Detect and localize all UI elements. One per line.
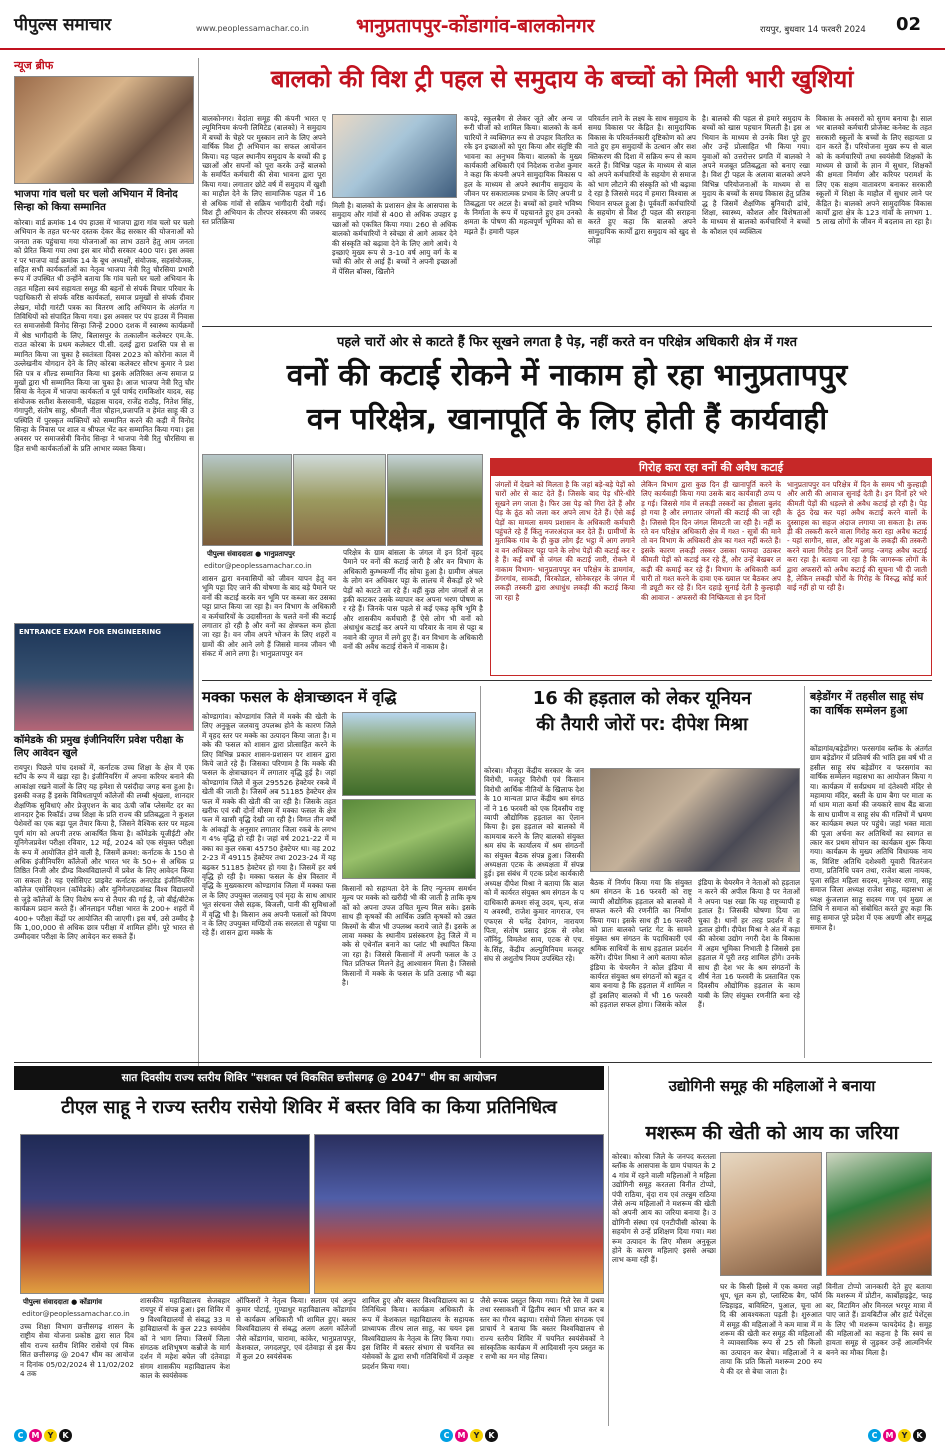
rsy-headline: टीएल साहू ने राज्य स्तरीय रासेयो शिविर में बस्तर विवि का किया प्रतिनिधित्व [61,1097,557,1118]
cmyk-y: Y [898,1429,911,1442]
paper-name: पीपुल्स समाचार [14,15,112,35]
left-column-divider [198,58,199,1068]
ad-banner-text: ENTRANCE EXAM FOR ENGINEERING [19,628,162,636]
maize-photo-1 [342,712,476,796]
balco-col-2: मिली है। बालको के प्रशासन क्षेत्र के आसपास के समुदाय और गांवों से 400 से अधिक उपहार इच्छाओं को एकत्रित किया गया। 260 से अधिक बालको कर्मचारियों ने स्वेच्छा से आगे आकर देने की संस्कृति को बढ़ावा देने के लिए आगे आये। ये इच्छाएं मुख्य रूप से 3-10 वर्ष आयु वर्ग के बच्चों की ओर से आई हैं। बच्चों ने अपनी इच्छाओं में पेंसिल बॉक्स, खिलौने [332,201,457,276]
brief-photo-1 [14,76,194,184]
rsy-divider [608,1066,609,1426]
mushroom-photo-1 [720,1152,822,1276]
maize-col-1: कोण्डागांव। कोण्डागांव जिले में मक्के की खेती के लिए अनुकूल जलवायु उपलब्ध होने के कारण जिले में वृहद स्तर पर मक्के का उत्पादन किया जाता है। मक्के की फसल को शासन द्वारा प्रोत्साहित करने के लिए विभिन्न प्रकार शासन-प्रशासन पर शासन द्वारा किये जाते रहे हैं। जिसका परिणाम है कि मक्के की फसल के क्षेत्राच्छादन में लगातार वृद्धि हुई है। जहां कोण्डागांव जिले में कुल 295526 हेक्टेयर रकबे में खेती की जाती है। जिसमें अब 51185 हेक्टेयर क्षेत्रफल में मक्के की खेती की जा रही है। जिसके तहत खरीफ एवं रबी दोनों मौसम में मक्का फसल के क्षेत्रफल में खासी वृद्धि देखी जा रही है। विगत तीन वर्षों के आंकड़ों के अनुसार लगातार जिला रकबे के लगभग 4% वृद्धि हो रही है। जहां वर्ष 2021-22 में मक्का का कुल रकबा 45750 हेक्टेयर था। वह 2022-23 में 49115 हेक्टेयर तथा 2023-24 में यह बढ़कर 51185 हेक्टेयर हो गया है। जिसमें हर वर्ष वृद्धि हो रही है। मक्का फसल के क्षेत्र विस्तार में वृद्धि के मुख्यकारण कोण्डागांव जिला में मक्का फसल के लिए उपयुक्त जलवायु एवं मृदा के साथ आधारभूत संरचना जैसे सड़क, बिजली, पानी की सुविधाओं में वृद्धि भी है। किसान अब अपनी फसलों को विपणन के लिए उपयुक्त मण्डियों तक सरलता से पहुंचा पा रहे हैं। शासन द्वारा मक्के के [202,712,336,938]
forest-photo-2 [293,454,386,546]
cmyk-y: Y [44,1429,57,1442]
brief-story2-body: रायपुर। पिछले पांच दशकों में, कर्नाटक उच्च शिक्षा के क्षेत्र में एक स्टॉप के रूप में खड़ा रहा है। इंजीनियरिंग में अपना करियर बनाने की आकांक्षा रखने वालों के लिए यह हमेशा से पसंदीदा जगह बना हुआ है। इसकी वजह हैं इसके विविधतापूर्ण कॉलेजों की लम्बी श्रृंखला, शानदार शैक्षणिक सुविधाएं और प्रेजुएशन के बाद ऊंची जॉब प्लेसमेंट दर का शानदार ट्रैक रिकॉर्ड। उच्च शिक्षा के प्रति राज्य की प्रतिबद्धता ने कुशल पेशेवरों का एक बड़ा पूल तैयार किया है, जिसने वैश्विक स्तर पर महत्वपूर्ण मांग को अपनी तरफ आकर्षित किया है। कॉमेडके यूजीईटी और यूनिगेजप्रवेश परीक्षा रविवार, 12 मई, 2024 को एक संयुक्त परीक्षा के रूप में आयोजित होने वाली है, जिसमें क्रमश: कर्नाटक के 150 से अधिक इंजीनियरिंग कॉलेजों और भारत भर के 50+ से अधिक प्रतिष्ठित निजी और डीम्ड विश्वविद्यालयों में प्रवेश के लिए आवेदन किया जा सकता है। यह एसोसिएट प्राइवेट कर्नाटक अनएडेड इंजीनियरिंग कॉलेज एसोसिएशन (कॉमेडके) और यूनिगेजएडवांस्ड विश्व विद्यालयों से जुड़े कॉलेजों के लिए विशेष रूप से तैयार की गई है, जो बीई/बीटेक कार्यक्रम प्रदान करते हैं। ऑनलाइन परीक्षा भारत के 200+ शहरों में 400+ परीक्षा केंद्रों पर आयोजित की जाएगी। इस वर्ष, उसे उम्मीद है कि 1,00,000 से अधिक छात्र परीक्षा में शामिल होंगे। पूरे भारत से उम्मीदवार परीक्षा के लिए आवेदन कर सकते हैं। [14,763,194,942]
mushroom-col-3: विनीता टोप्पो जानकारी देते हुए बताया कि मशरूम में प्रोटीन, कार्बोहाइड्रेट, फाइबर, विटामिन और मिनरल भरपूर मात्रा में पाए जाते हैं। डायबिटीज और हार्ट पेशेंट्स के लिए भी मशरूम फायदेमंद है। समूह की महिलाओं का कहना है कि स्वयं सहायता समूह से जुड़कर उन्हें आत्मनिर्भर बनने का मौका मिला है। [826,1282,932,1357]
page-number: 02 [896,14,922,35]
balco-bottom-rule [202,326,932,327]
forest-headline-line2: वन परिक्षेत्र, खानापूर्ति के लिए होती हैं कार्यवाही [306,402,828,437]
maize-col-2: किसानों को सहायता देने के लिए न्यूनतम समर्थन मूल्य पर मक्के को खरीदी भी की जाती है ताकि कृषकों को अपना उपज उचित मूल्य मिल सके। इसके साथ ही कृषकों की आर्थिक उन्नति कृषकों को उन्नत किस्मों के बीज भी उपलब्ध कराये जाते हैं। इसके अलावा मक्का के स्थानीय प्रसंस्करण हेतु जिले में मक्के से एथेनॉल बनाने का प्लांट भी स्थापित किया जा रहा है। जिससे किसानों में अपनी फसल के उचित प्रतिफल मिलने हेतु आश्वासन मिला है। जिससे किसानों में मक्के के फसल के प्रति उत्साह भी बढ़ा है। [342,884,476,988]
balco-photo [332,114,457,198]
rsy-col-4: शामिल हुए और बस्तर विश्वविद्यालय का प्रतिनिधित्व किया। कार्यक्रम अधिकारी के रूप में केशकाल महाविद्यालय के सहायक प्राध्यापक तीरथ लाल साहू, का चयन इस विश्वविद्यालय के नेतृत्व के लिए किया गया। इस शिविर में बस्तर संभाग से चयनित स्वयंसेवकों के द्वारा सभी गतिविधियों में उत्कृष्ट प्रदर्शन किया गया। [362,1296,474,1371]
forest-photo-1 [202,454,292,546]
maize-divider [480,686,481,1058]
rsy-email: editor@peoplessamachar.co.in [22,1310,130,1318]
cmyk-c: C [868,1429,881,1442]
cmyk-marker-center [440,1429,498,1442]
cmyk-m: M [455,1429,468,1442]
cmyk-c: C [14,1429,27,1442]
forest-col-2: परिक्षेत्र के ग्राम बांसला के जंगल में इन दिनों वृहद पैमाने पर वनों की कटाई जारी है और वन विभाग के अधिकारी कुम्भकर्णी नींद सोया हुआ है। ग्रामीण अंचल के लोग वन अधिकार पट्टा के लालच में सैकड़ों हरे भरे पेड़ों को काटते जा रहे हैं। वहीं कुछ लोग जंगलों से लड़की काटकर उसके व्यापार कर अपना भरण पोषण कर रहे हैं। जिनके पास पहले से कई एकड़ कृषि भूमि है और शासकीय कर्मचारी हैं ऐसे लोग भी वनों को अंधाधुंध कटाई कर अपने या परिवार के नाम से पट्टा बनवाने की जुगत में लगे हुए हैं। वन विभाग के अधिकारी वनों की अवैध कटाई रोकने में नाकाम है। [343,548,483,652]
forest-sidebar-box [490,458,932,676]
mushroom-photo-2 [826,1152,932,1276]
rsy-photo-2 [314,1134,604,1294]
cmyk-k: K [59,1429,72,1442]
mushroom-col-1: कोरबा। कोरबा जिले के जनपद करतला ब्लॉक के आसपास के ग्राम पंचायत के 24 गांव में रहने वाली महिलाओं ने महिला उद्योगिनी समूह करतला विनीत टोप्पो, पंपी राठिया, वृंदा राय एवं तरन्नुम राठिया जैसे अन्य महिलाओं ने मशरूम की खेती को अपनी आय का जरिया बनाया है। उद्योगिनी संस्था एवं एनटीपीसी कोरबा के सहयोग से उन्हें प्रशिक्षण दिया गया। मशरूम उत्पादन के लिए मौसम अनुकूल होने के कारण महिलाएं इससे अच्छा लाभ कमा रही हैं। [612,1152,716,1265]
rsy-kicker: सात दिवसीय राज्य स्तरीय शिविर "सशक्त एवं विकसित छत्तीसगढ़ @ 2047" थीम का आयोजन [121,1072,497,1084]
strike-col-3: इंडिया के चेयरमैन ने नेताओं को हड़ताल न करने की अपील किया है पर नेताओं ने अपना पक्ष रखा कि यह राष्ट्रव्यापी हड़ताल है। जिसकी घोषणा दिया जा चुका है। थानों हर तरह प्रदर्शन में हड़ताल होगी। दीपेश मिश्रा ने अंत में कहा की कोरबा उद्योग नगरी देश के विकास में अहम भूमिका निभाती है जिससे इस हड़ताल में पूरी तरह शामिल होंगे। उनके साथ ही देश भर के श्रम संगठनों के शीर्ष नेता 16 फरवरी के प्रस्तावित एक दिवसीय औद्योगिक हड़ताल के कामयाबी के लिए संयुक्त रणनीति बना रहे हैं। [698,878,800,1010]
balco-col-4: परिवर्तन लाने के लक्ष्य के साथ समुदाय के समग्र विकास पर केंद्रित है। सामुदायिक विकास के परिवर्तनकारी दृष्टिकोण को अपनाते हुए हम समुदायों के उत्थान और सशक्तिकरण की दिशा में सक्रिय रूप से काम करते हैं। विभिन्न पहल के माध्यम से बालको अपने कर्मचारियों के सहयोग से समाज को भाग लौटाने की संस्कृति को भी बढ़ावा दे रहा है जिससे मदद में हमारा विश्वास अभियान सफल हुआ है। पूर्ववर्ती कर्मचारियों के सहयोग से विश ट्री पहल की सराहना करते हुए कहा कि बालको अपने सामुदायिक कार्यों द्वारा समुदाय को खुद से जोड़ा [588,114,696,246]
dateline: रायपुर, बुधवार 14 फरवरी 2024 [760,25,866,35]
mid-bottom-rule [14,1062,932,1063]
sahu-headline: बड़ेडोंगर में तहसील साहू संघ का वार्षिक सम्मेलन हुआ [810,690,924,717]
rsy-col-3: ऑफिसरों ने नेतृत्व किया। सलाम एवं अनूप कुमार पोटाई, गुण्डाधुर महाविद्यालय कोंडागांव से कार्यक्रम अधिकारी भी शामिल हुए। बस्तर विश्वविद्यालय से संबद्ध अलग अलग कॉलेजों जैसे कोंडागांव, चारामा, कांकेर, भानुप्रतापपुर, केशकाल, जगदलपुर, एवं दंतेवाड़ा से इस कैंप में कुल 20 स्वयंसेवक [236,1296,356,1362]
balco-headline: बालको की विश ट्री पहल से समुदाय के बच्चों को मिली भारी खुशियां [270,65,854,93]
strike-headline-line2: की तैयारी जोरों पर: दीपेश मिश्रा [536,714,748,735]
cmyk-y: Y [470,1429,483,1442]
cmyk-m: M [883,1429,896,1442]
balco-col-5: है। बालको की पहल से हमारे समुदाय के बच्चों को खास पहचान मिलती है। इस अभियान के माध्यम से उनके विश पूरे हुए और उन्हें प्रोत्साहित भी किया गया। युवाओं को उत्तरोत्तर प्रगति में बालको ने अपने मजबूत प्रतिबद्धता को बनाए रखा है। विश ट्री पहल के अलावा बालको अपने विभिन्न परियोजनाओं के माध्यम से समुदाय के बच्चों के समग्र विकास हेतु प्रतिबद्ध है जिसमें शैक्षणिक बुनियादी ढांचे, शिक्षा, स्वास्थ्य, कौशल और विशेषताओं के माध्यम से बालको कर्मचारियों ने बच्चों के कौशल एवं व्यक्तित्व [702,114,810,236]
strike-divider [804,686,805,1058]
rsy-kicker-bar [14,1066,604,1090]
brief-story1-body: कोरबा। वार्ड क्रमांक 14 पंप हाउस में भाजपा द्वारा गांव चलो घर चलो अभियान के तहत घर-घर दस्तक देकर केंद्र सरकार की योजनाओं को जनता तक पहुंचाया गया योजनाओं का लाभ उठाने हेतु आम जनता को प्रेरित किया गया तथा इस बार मोदी सरकार 400 पार। इस अवसर पर भाजपा वार्ड क्रमांक 14 के बूथ अध्यक्षों, संयोजक, सहसंयोजक, सहित सभी कार्यकर्ताओं का नेतृत्व भाजपा नेत्री रितु चौरसिया प्रभारी रूप में उपस्थित थी उन्होंने बताया कि गांव चलो घर चलो अभियान के तहत महिला स्वयं सहायता समूह की बहनों से संपर्क विचार परिवार के पदाधिकारी से संपर्क वरिष्ठ कार्यकर्ता, समाज प्रमुखों से संपर्क दीवार लेखन, मोदी गारंटी पत्रक का वितरण आदि अभियान के अंतर्गत गतिविधियों को संपादित किया गया। इस अवसर पर पंप हाउस में निवासरत समाजसेवी विनोद सिन्हा जिन्हें 2000 दशक में स्वास्थ्य कार्यक्रमों में श्रेष्ठ भागीदारी के लिए, बिलासपुर के तत्कालीन कलेक्टर एम.के. राउत कोरबा के प्रथम कलेक्टर पी.सी. दलई द्वारा प्रशस्ति पत्र से सम्मानित किया जा चुका है स्वतंत्रता दिवस 2023 को कोरोना काल में उल्लेखनीय योगदान देने के लिए कोरबा कलेक्टर सौरभ कुमार ने प्रशस्ति पत्र व शील्ड सम्मानित किया था इसके अतिरिक्त अन्य समाज प्रमुखों द्वारा भी सम्मानित किया जा चुका है। आज भाजपा नेत्री रितु चौरसिया के नेतृत्व में भाजपा कार्यकर्ता व पूर्व पार्षद रामकिशोर यादव, सहसंयोजक सतीश केसरवानी, चंद्रहास यादव, राजेंद्र राठौड़, नितेश सिंह, गंगापुरी, संतोष साहू, श्रीमती नीता चौहान,प्रजापति व हेमंत साहू की उपस्थिति में पुरस्कृत व्यक्तियों को सम्मानित करने की कड़ी में विनोद सिन्हा के निवास पर शाल व श्रीफल भेंट कर सम्मानित किया गया। इस अवसर पर समाजसेवी विनोद सिन्हा ने भाजपा नेत्री रितु चौरसिया सहित सभी कार्यकर्ताओं के प्रति आभार व्यक्त किया। [14,218,194,453]
forest-box-col-3: भानुप्रतापपुर वन परिक्षेत्र में दिन के समय भी कुल्हाड़ी और आरी की आवाज सुनाई देती है। इन दिनों हरे भरे कीमती पेड़ों की धड़ल्ले से अवैध कटाई हो रही है। पेड़ के ठूंठ देख कर यहां अवैध कटाई करने वालों के दुस्साहस का सहज अंदाज लगाया जा सकता है। लकड़ी की तस्करी करने वाला गिरोह करा रहा अवैध कटाई - यहां सागौन, साल, और महुआ के लकड़ी की तस्करी करने वाला गिरोह इन दिनों जगह -जगह अवैध कटाई करा रहा है। बताया जा रहा है कि जागरूक लोगों के द्वारा अफसरों को अवैध कटाई की सूचना भी दी जाती है, लेकिन लकड़ी चोरों के गिरोह के विरुद्ध कोई कार्रवाई नहीं हो पा रही है। [787,480,927,593]
forest-headline-line1: वनों की कटाई रोकने में नाकाम हो रहा भानुप्रतापपुर [286,358,848,393]
mushroom-headline-line1: उद्योगिनी समूह की महिलाओं ने बनाया [668,1077,876,1095]
strike-photo [590,768,800,872]
mushroom-col-2: घर के किसी हिस्से में एक कमरा जहाँ धूप, धूल कम हो, प्लास्टिक बैग, फॉर्मल्डिहाइड, बाविस्टिन, पुआल, चूना आदि की आवश्यकता पड़ती है। शुरुआत में समूह की महिलाओं ने कम मात्रा में मशरूम की खेती कर समूह की महिलाओं ने व्यावसायिक रूप से 25 सौ किलो का उत्पादन कर बेचा। महिलाओं ने बताया कि प्रति किलो मशरूम 200 रुपये की दर से बेचा जाता है। [720,1282,822,1376]
cmyk-marker-right [868,1429,926,1442]
balco-col-6: विकास के अवसरों को सुगम बनाया है। साल भर बालको कर्मचारी प्रोजेक्ट कनेक्ट के तहत सरकारी स्कूलों के बच्चों के लिए सहायता प्रदान करते हैं। परियोजना मुख्य रूप से बालको के कर्मचारियों तथा स्वयंसेवी शिक्षकों के माध्यम से छात्रों के ज्ञान में सुधार, शिक्षकों की क्षमता निर्माण और करियर परामर्श के लिए एक सक्षम वातावरण बनाकर सरकारी स्कूलों में शिक्षा के माहौल में सुधार लाने पर केंद्रित है। बालको अपने सामुदायिक विकास कार्यों द्वारा क्षेत्र के 123 गांवों के लगभग 1.5 लाख लोगों के जीवन में बदलाव ला रहा है। [816,114,932,227]
maize-headline: मक्का फसल के क्षेत्राच्छादन में वृद्धि [202,688,397,706]
forest-photo-caption: पीपुल्स संवाददाता ● भानुप्रतापपुर [204,549,298,560]
brief-story1-headline: भाजपा गांव चलो घर चलो अभियान में विनोद सिन्हा को किया सम्मानित [14,189,178,213]
brief-ad-image [14,623,194,731]
balco-col-1: बालकोनगर। वेदांता समूह की कंपनी भारत एल्यूमिनियम कंपनी लिमिटेड (बालको) ने समुदाय में बच्चों के चेहरे पर मुस्कान लाने के लिए अपने वार्षिक विश ट्री अभियान का सफल आयोजन किया। यह पहल स्थानीय समुदाय के बच्चों की इच्छाओं और सपनों को पूरा करके उन्हें बालको के समर्पित कर्मचारी की सेवा भावना द्वारा पूरा किया गया। लगातार छोटे वर्ष में समुदाय में खुशी का माहौल देने के लिए सामाजिक पहल में 16 से अधिक गांवों से सक्रिय भागीदारी देखी गई। विश ट्री अभियान के तौरपर संस्करण की जबरदस्त प्रतिक्रिया [202,114,326,227]
rsy-col-2: शासकीय महाविद्यालय सेजबहार रायपुर में संपन्न हुआ। इस शिविर में 9 विश्वविद्यालयों से संबद्ध 33 महाविद्यालयों के कुल 223 स्वयंसेवकों ने भाग लिया। जिसमें जिला संगठक शशिभूषण कन्नौजे के मार्गदर्शन में महेश बघेल जी दंतेवाड़ा संगम शासकीय महाविद्यालय केशकाल के स्वयंसेवक [140,1296,230,1381]
rsy-col-1: उच्च शिक्षा विभाग छत्तीसगढ़ शासन के राष्ट्रीय सेवा योजना प्रकोष्ठ द्वारा सात दिवसीय राज्य स्तरीय शिविर रासेयो एवं विकसित छत्तीसगढ़ @ 2047 थीम का आयोजन दिनांक 05/02/2024 से 11/02/2024 तक [20,1322,134,1379]
sahu-body: कोंडागांव/बड़ेडोंगर। फरसगांव ब्लॉक के अंतर्गत ग्राम बड़ेडोंगर में प्रतिवर्ष की भांति इस वर्ष भी तहसील साहू संघ बड़ेडोंगर व फरसगांव का वार्षिक सम्मेलन महासभा का आयोजन किया गया। कार्यक्रम में सर्वप्रथम मां दंतेश्वरी मंदिर से महामाया मंदिर, बस्ती के ग्राम बैगा पर माता कर्मा धाम माता कर्मा की जयकारे साथ बैंड बाजा के साथ ग्रामीण व साहू संघ की गलियों में भ्रमण कर कार्यक्रम स्थल पर पहुंचे। जहां भक्त माता की पूजा अर्चना कर अतिथियों का स्वागत सत्कार कर प्रथम सोपान का कार्यक्रम शुरू किया गया। कार्यक्रम के मुख्य अतिथि विधायक नायक, विशिष्ट अतिथि दशेश्वरी यूवारी चितरंजन राणा, प्रतिनिधि पवन तथा, राजेश बाला नायक, पूजा सहित महिला सदस्य, मुनेश्वर राणा, साहू समाज जिला अध्यक्ष राजेश साहू, महासभा अध्यक्ष कुंजलाल साहू सदस्य गण एवं मुख्य अतिथि ने समाज को संबोधित करते हुए कहा कि साहू समाज पूरे प्रदेश में एक अग्रणी और समृद्ध समाज है। [810,744,932,932]
cmyk-m: M [29,1429,42,1442]
cmyk-c: C [440,1429,453,1442]
forest-kicker: पहले चारों ओर से काटते हैं फिर सूखने लगता है पेड़, नहीं करते वन परिक्षेत्र अधिकारी क्षेत्र में गश्त [337,335,797,350]
cmyk-k: K [913,1429,926,1442]
rsy-photo-1 [20,1134,310,1294]
news-brief-label: न्यूज ब्रीफ [14,59,54,72]
forest-box-col-2: लेकिन विभाग द्वारा कुछ दिन ही खानापूर्ति करने के लिए कार्यवाही किया गया उसके बाद कार्यवाही ठप्प पड़ गई। जिससे गांव में लकड़ी तस्करों का हौसला बुलंद हो गया है और लगातार जंगलों की कटाई की जा रही है। जिससे दिन दिन जंगल सिमटती जा रही है। नहीं करते वन परिक्षेत्र अधिकारी क्षेत्र में गश्त - सूत्रों की माने तो वन विभाग के अधिकारी क्षेत्र का गश्त नहीं करते हैं। इसके कारण लकड़ी तस्कर उसका फायदा उठाकर कीमती पेड़ों को कटाई कर रहे हैं, और उन्हें बेखबर लकड़ी की कमाई कर रहे हैं। विभाग के अधिकारी कर्मचारी तो गश्त करने के दावा एक ख्याल पर बैठकर अपनी ड्यूटी कर रहे हैं। दिन दहाड़े सुनाई देती है कुल्हाड़ी की आवाज - अफसरों की निष्क्रियता से इन दिनों [641,480,781,602]
strike-col-1: कोरबा। मौजूदा केंद्रीय सरकार के जन विरोधी, मजदूर विरोधी एवं किसान विरोधी आर्थिक नीतियों के खिलाफ देश के 10 मान्यता प्राप्त केंद्रीय श्रम संगठनों ने 16 फरवरी को एक दिवसीय राष्ट्रव्यापी औद्योगिक हड़ताल का ऐलान किया है। इस हड़ताल को बालको में कामयाब करने के लिए बालको संयुक्त श्रम संघ के कार्यालय में श्रम संगठनों का संयुक्त बैठक संपन्न हुआ। जिसकी अध्यक्षता एटक के अध्यक्षता में संपन्न हुई। इस संबंध में एटक प्रदेश कार्यकारी अध्यक्ष दीपेश मिश्रा ने बताया कि बालको में कार्यरत संयुक्त श्रम संगठन के पदाधिकारी क्रमशः संजू उदय, घृत्य, संजय अवस्थी, राजेश कुमार नागराज, एनएफएस से घनेंद्र देवांगन, नारायण पिता, संतोष प्रसाद इंटक से रमेश जॉनिंदु, विमलेश साव, एटक से एच.के.सिंह, केंद्रीय अल्युमिनियम मजदूर संघ से अशुतोष नियम उपस्थित रहे। [484,766,584,964]
forest-box-title: गिरोह करा रहा वनों की अवैध कटाई [491,459,931,476]
balco-col-3: कपड़े, स्कूलबैग से लेकर जूते और अन्य जरूरी चीजों को शामिल किया। बालको के कर्मचारियों ने व्यक्तिगत रूप से उपहार वितरित करके इन इच्छाओं को पूरा किया और संतुष्टि की भावना का अनुभव किया। बालको के मुख्य कार्यकारी अधिकारी एवं निदेशक राजेश कुमार ने कहा कि कंपनी अपने सामुदायिक विकास पहल के माध्यम से अपने स्थानीय समुदाय के जीवन पर सकारात्मक प्रभाव के लिए अपनी प्रतिबद्धता पर अटल है। बच्चों को हमारे भविष्य के निर्माता के रूप में पहचानते हुए हम उनको क्षमता के पोषण की महत्वपूर्ण भूमिका को समझते हैं। हमारी पहल [464,114,582,236]
section-title: भानुप्रतापपुर-कोंडागांव-बालकोनगर [356,15,595,37]
strike-col-2: बैठक में निर्णय किया गया कि संयुक्त श्रम संगठन के 16 फरवरी को राष्ट्रव्यापी औद्योगिक हड़ताल को बालको में सफल करने की रणनीति का निर्माण किया गया। इसके साथ ही 16 फरवरी को प्रातः बालको प्लांट गेट के सामने संयुक्त श्रम संगठन के पदाधिकारी एवं श्रमिक साथियों के साथ हड़ताल प्रदर्शन करेंगे। दीपेश मिश्रा ने आगे बताया कोल इंडिया के चेयरमैन ने कोल इंडिया में कार्यरत संयुक्त श्रम संगठनों को बहुत दबाव बनाया है कि हड़ताल में शामिल न हों इसलिए बालको में भी 16 फरवरी को हड़ताल सफल होगा। जिसके कोल [590,878,692,1010]
masthead [0,0,945,50]
forest-box-col-1: जंगलों में देखने को मिलता है कि जहां बड़े-बड़े पेड़ों को चारों ओर से काट देते हैं। जिसके बाद पेड़ धीरे-धीरे सूखने लग जाता है। फिर उस पेड़ को गिरा देते हैं और पेड़ के ठूंठ को जला कर अपने लाभ देते हैं। ऐसे कई पेड़ों का मामला समय प्रशासन के अधिकारी कर्मचारी पहुंचते रहे हैं किंतु नजरअंदाज कर देते हैं। ग्रामीणों के मुताबिक गांव के ही कुछ लोग ईंट भट्ठा में आग लगाने व वन अधिकार पट्टा पाने के लोभ पेड़ों की कटाई कर रहे हैं। कई वर्षों से जंगल की कटाई जारी, रोकने में नाकाम विभाग- भानुप्रतापपुर वन परिक्षेत्र के डामगांव, डेंगरगांव, साकडी, विरकोडल, सोनेकरहर के जंगल में लकड़ी तस्करी द्वारा अधाधुंध लकड़ी की कटाई किया जा रहा है [495,480,635,602]
rsy-photo-caption: पीपुल्स संवाददाता ● कोंडागांव [20,1297,105,1308]
forest-email: editor@peoplessamachar.co.in [204,562,312,570]
cmyk-k: K [485,1429,498,1442]
mushroom-headline-line2: मशरूम की खेती को आय का जरिया [645,1122,899,1144]
brief-story2-headline: कॉमेडके की प्रमुख इंजीनियरिंग प्रवेश परीक्षा के लिए आवेदन खुले [14,735,184,759]
forest-bottom-rule [202,680,932,681]
rsy-col-5: जैसे रूपक प्रस्तुत किया गया। रिले रेस में प्रथम तथा रस्साकशी में द्वितीय स्थान भी प्राप्त कर बस्तर का गौरव बढ़ाया। रासेयो जिला संगठक एवं प्राचार्य ने बताया कि बस्तर विश्वविद्यालय से राज्य स्तरीय शिविर में चयनित स्वयंसेवकों ने सांस्कृतिक कार्यक्रम में आदिवासी नृत्य प्रस्तुत कर सभी का मन मोह लिया। [480,1296,604,1362]
strike-headline-line1: 16 की हड़ताल को लेकर यूनियन [532,688,752,709]
cmyk-marker-left [14,1429,72,1442]
website: www.peoplessamachar.co.in [196,24,309,33]
forest-photo-3 [387,454,483,546]
balco-story [202,58,932,318]
forest-col-1: शासन द्वारा वनवासियों को जीवन यापन हेतु वन भूमि पट्टा दिए जाने की योषणा के बाद बड़े पैमाने पर वनों की कटाई करके वन भूमि पर कब्जा कर उसका पट्टा प्राप्त किया जा रहा है। वन विभाग के अधिकारी व कर्मचारियों के उदासीनता के चलते वनों की कटाई लगातार हो रही है और वनों का क्षेत्रफल कम होता जा रहा है। वन जीव अपने भोजन के लिए शहरों व ग्रामों की ओर आने लगे हैं जिससे मानव जीवन भी संकट में आने लगा है। भानुप्रतापपुर वन [202,574,336,659]
maize-photo-2 [342,799,476,879]
